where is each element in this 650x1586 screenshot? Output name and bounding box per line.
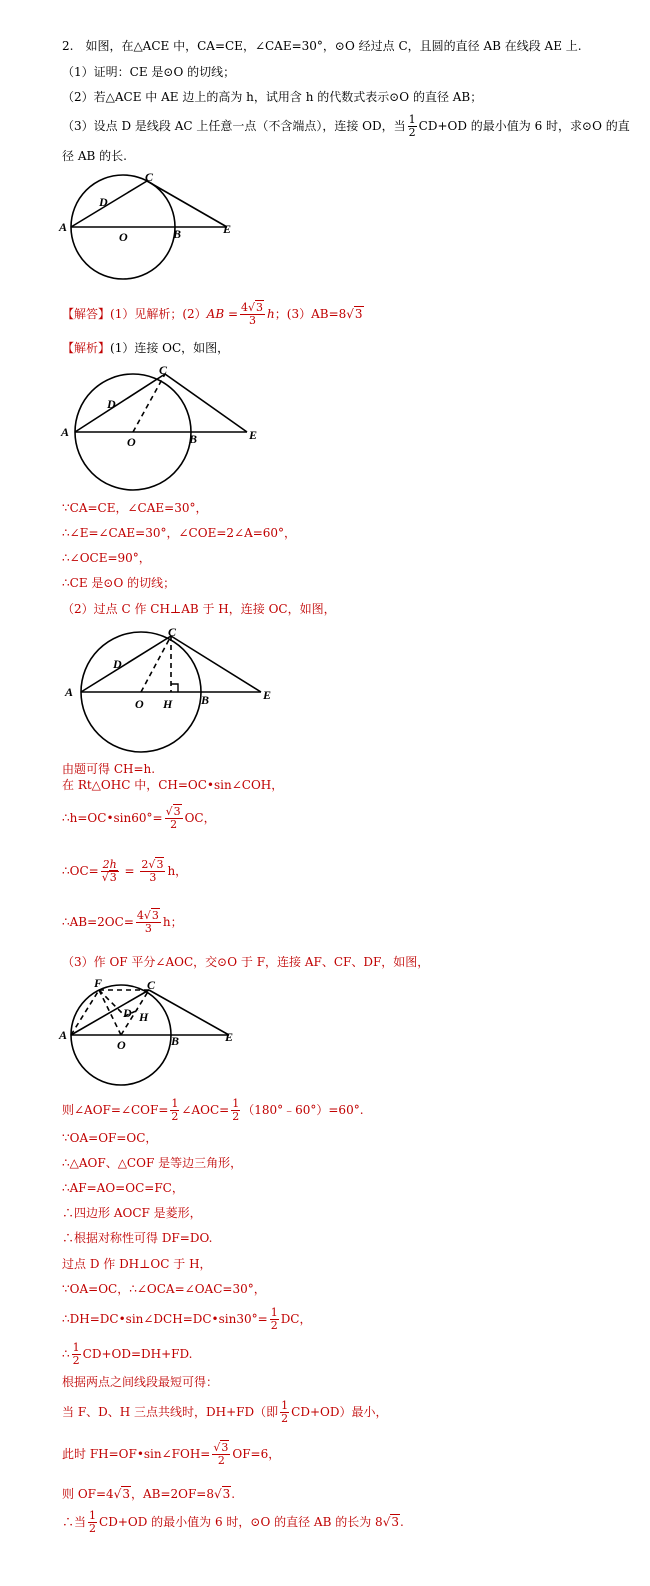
step-3-8: ∵OA=OC，∴∠OCA=∠OAC=30°， [62,1282,266,1296]
step-3-2: ∵OA=OF=OC， [62,1131,158,1145]
label-D: D [99,195,108,209]
problem-line-4: （3）设点 D 是线段 AC 上任意一点（不含端点），连接 OD，当 $\frac{1}{2}$ CD+OD 的最小值为 6 时，求⊙O 的直 [62,113,630,139]
label-A: A [61,425,70,439]
step-2-3: ∴h=OC•sin60°= $\frac{√3}{2}$ OC， [62,805,216,831]
step-3-11: 根据两点之间线段最短可得： [62,1375,219,1389]
label-O: O [135,697,144,711]
problem-line-3: （2）若△ACE 中 AE 边上的高为 h，试用含 h 的代数式表示⊙O 的直径 AB； [62,90,483,104]
label-D: D [123,1006,132,1020]
step-3-7: 过点 D 作 DH⊥OC 于 H， [62,1257,212,1271]
step-3-4: ∴AF=AO=OC=FC， [62,1181,184,1195]
step-3-1: 则∠AOF=∠COF= $\frac{1}{2}$ ∠AOC= $\frac{1}{2}$ （180°﹣60°）=60°. [62,1097,364,1123]
step-3-3: ∴△AOF、△COF 是等边三角形， [62,1156,243,1170]
half-fraction: $\frac{1}{2}$ [408,113,416,139]
step-2-2: 在 Rt△OHC 中，CH=OC•sin∠COH， [62,778,284,792]
label-E: E [249,428,258,442]
step-3-10: ∴ $\frac{1}{2}$ CD+OD=DH+FD. [62,1341,193,1367]
step-3-6: ∴根据对称性可得 DF=DO. [62,1231,213,1245]
step-1-4: ∴CE 是⊙O 的切线； [62,576,176,590]
label-C: C [147,978,156,992]
label-H: H [163,697,173,711]
answer-line: 【解答】(1）见解析；(2）AB = $\frac{4√3}{3}$ h；(3）AB=8√3 [62,301,363,327]
step-3-9: ∴DH=DC•sin∠DCH=DC•sin30°= $\frac{1}{2}$ DC， [62,1306,312,1332]
label-E: E [263,688,272,702]
label-B: B [189,432,198,446]
label-B: B [173,227,182,241]
figure-4 [55,975,255,1090]
label-F: F [94,976,103,990]
step-2-1: 由题可得 CH=h. [62,762,156,776]
label-O: O [117,1038,126,1052]
figure-3 [55,622,285,757]
label-O: O [127,435,136,449]
label-B: B [201,693,210,707]
step-3-15: ∴当 $\frac{1}{2}$ CD+OD 的最小值为 6 时，⊙O 的直径 AB 的长为 8√3. [62,1509,404,1535]
step-2-0: （2）过点 C 作 CH⊥AB 于 H，连接 OC，如图， [62,602,336,616]
label-C: C [159,363,168,377]
problem-line-5: 径 AB 的长. [62,149,127,163]
figure-2 [55,362,270,492]
analysis-intro: 【解析】(1）连接 OC，如图， [62,341,230,355]
step-3-5: ∴四边形 AOCF 是菱形， [62,1206,202,1220]
label-A: A [59,1028,68,1042]
label-A: A [59,220,68,234]
label-E: E [225,1030,234,1044]
step-1-1: ∵CA=CE，∠CAE=30°， [62,501,208,515]
step-1-3: ∴∠OCE=90°， [62,551,151,565]
label-D: D [113,657,122,671]
label-O: O [119,230,128,244]
label-A: A [65,685,74,699]
problem-line-1: 2. 如图，在△ACE 中，CA=CE，∠CAE=30°，⊙O 经过点 C，且圆的直径 AB 在线段 AE 上. [62,39,582,53]
label-C: C [168,625,177,639]
label-D: D [107,397,116,411]
label-E: E [223,222,232,236]
step-3-13: 此时 FH=OF•sin∠FOH= $\frac{√3}{2}$ OF=6， [62,1441,281,1467]
step-2-5: ∴AB=2OC= $\frac{4√3}{3}$ h； [62,909,183,935]
problem-line-2: （1）证明：CE 是⊙O 的切线； [62,65,236,79]
label-H: H [139,1010,149,1024]
step-3-12: 当 F、D、H 三点共线时，DH+FD（即 $\frac{1}{2}$ CD+OD）最小， [62,1399,388,1425]
label-B: B [171,1034,180,1048]
label-C: C [145,170,154,184]
step-3-0: （3）作 OF 平分∠AOC，交⊙O 于 F，连接 AF、CF、DF，如图， [62,955,430,969]
step-3-14: 则 OF=4√3，AB=2OF=8√3. [62,1487,236,1501]
step-1-2: ∴∠E=∠CAE=30°，∠COE=2∠A=60°， [62,526,297,540]
figure-1 [55,170,255,285]
step-2-4: ∴OC= $\frac{2h}{√3}$ = $\frac{2√3}{3}$ h， [62,858,188,884]
